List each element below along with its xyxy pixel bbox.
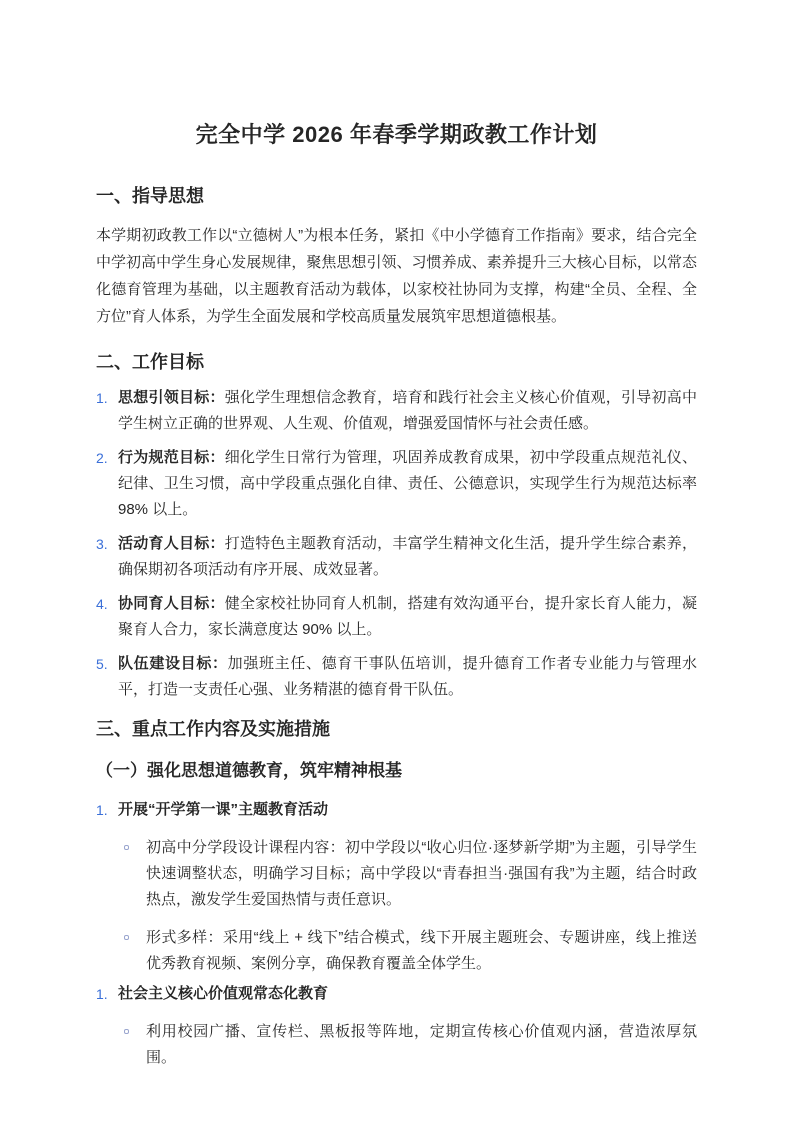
goal-item-label: 协同育人目标：	[118, 595, 225, 612]
list-number: 5.	[96, 656, 108, 672]
goal-item-label: 行为规范目标：	[118, 449, 225, 466]
bullet-item	[124, 835, 697, 913]
subsection-heading-moral-education: （一）强化思想道德教育，筑牢精神根基	[96, 761, 402, 780]
goal-item-1	[96, 385, 697, 437]
goal-item-5	[96, 651, 697, 703]
measure-block-heading: 社会主义核心价值观常态化教育	[118, 985, 329, 1002]
goal-item-label: 思想引领目标：	[118, 389, 225, 406]
goal-item-body: 健全家校社协同育人机制，搭建有效沟通平台，提升家长育人能力，凝聚育人合力，家长满意度达 90% 以上。	[118, 595, 697, 638]
goal-item-text	[118, 531, 697, 583]
bullet-item	[124, 925, 697, 977]
measure-block-heading: 开展“开学第一课”主题教育活动	[118, 801, 329, 818]
list-number: 3.	[96, 536, 108, 552]
measure-bullets-1	[124, 835, 697, 977]
goal-item-body: 细化学生日常行为管理，巩固养成教育成果，初中学段重点规范礼仪、纪律、卫生习惯，高中学段重点强化自律、责任、公德意识，实现学生行为规范达标率 98% 以上。	[118, 449, 697, 518]
bullet-text: 利用校园广播、宣传栏、黑板报等阵地，定期宣传核心价值观内涵，营造浓厚氛围。	[146, 1023, 697, 1066]
hollow-bullet-icon	[124, 925, 146, 940]
section-heading-goals: 二、工作目标	[96, 352, 204, 372]
goal-item-label: 队伍建设目标：	[118, 655, 228, 672]
section-heading-measures: 三、重点工作内容及实施措施	[96, 719, 330, 739]
goal-item-text	[118, 445, 697, 523]
goal-item-text	[118, 591, 697, 643]
document-title: 完全中学 2026 年春季学期政教工作计划	[195, 122, 598, 147]
list-number: 1.	[96, 986, 108, 1002]
list-number: 1.	[96, 390, 108, 406]
list-number: 2.	[96, 450, 108, 466]
section-heading-guiding: 一、指导思想	[96, 186, 204, 206]
bullet-text: 初高中分学段设计课程内容：初中学段以“收心归位·逐梦新学期”为主题，引导学生快速调整状态，明确学习目标；高中学段以“青春担当·强国有我”为主题，结合时政热点，激发学生爱国热情与责任意识。	[146, 839, 697, 908]
hollow-bullet-icon	[124, 1019, 146, 1034]
measure-block-title-2	[96, 983, 697, 1005]
list-number: 1.	[96, 802, 108, 818]
goal-item-3	[96, 531, 697, 583]
guiding-paragraph: 本学期初政教工作以“立德树人”为根本任务，紧扣《中小学德育工作指南》要求，结合完全中学初高中学生身心发展规律，聚焦思想引领、习惯养成、素养提升三大核心目标，以常态化德育管理为基础，以主题教育活动为载体，以家校社协同为支撑，构建“全员、全程、全方位”育人体系，为学生全面发展和学校高质量发展筑牢思想道德根基。	[96, 227, 697, 325]
goal-item-4	[96, 591, 697, 643]
hollow-bullet-icon	[124, 835, 146, 850]
goal-item-body: 强化学生理想信念教育，培育和践行社会主义核心价值观，引导初高中学生树立正确的世界观、人生观、价值观，增强爱国情怀与社会责任感。	[118, 389, 697, 432]
goal-item-label: 活动育人目标：	[118, 535, 225, 552]
bullet-text: 形式多样：采用“线上 + 线下”结合模式，线下开展主题班会、专题讲座，线上推送优秀教育视频、案例分享，确保教育覆盖全体学生。	[146, 929, 697, 972]
measure-bullets-2	[124, 1019, 697, 1071]
goals-list	[96, 385, 697, 703]
goal-item-2	[96, 445, 697, 523]
list-number: 4.	[96, 596, 108, 612]
goal-item-body: 加强班主任、德育干事队伍培训，提升德育工作者专业能力与管理水平，打造一支责任心强、业务精湛的德育骨干队伍。	[118, 655, 697, 698]
goal-item-text	[118, 385, 697, 437]
bullet-item	[124, 1019, 697, 1071]
goal-item-text	[118, 651, 697, 703]
goal-item-body: 打造特色主题教育活动，丰富学生精神文化生活，提升学生综合素养，确保期初各项活动有序开展、成效显著。	[118, 535, 697, 578]
measure-block-title-1	[96, 799, 697, 821]
